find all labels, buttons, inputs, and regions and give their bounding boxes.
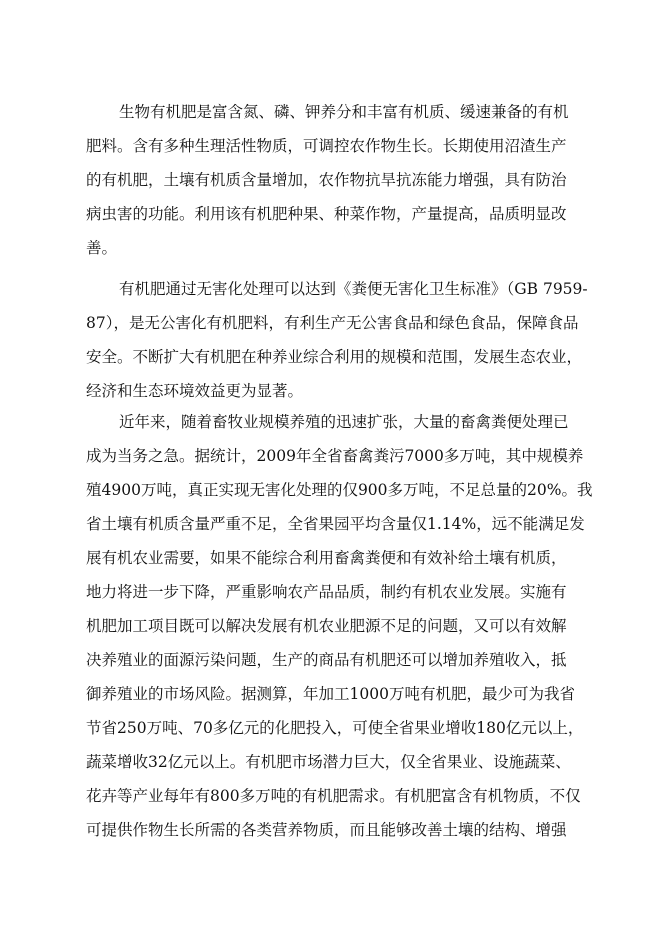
paragraph-line: 善。 <box>86 239 118 257</box>
paragraph-line: 地力将进一步下降，严重影响农产品品质，制约有机农业发展。实施有 <box>86 583 567 601</box>
paragraph-line: 展有机农业需要，如果不能综合利用畜禽粪便和有效补给土壤有机质， <box>86 549 567 567</box>
paragraph-line: 蔬菜增收32亿元以上。有机肥市场潜力巨大，仅全省果业、设施蔬菜、 <box>86 753 571 771</box>
paragraph-line: 经济和生态环境效益更为显著。 <box>86 382 304 400</box>
paragraph-line: 病虫害的功能。利用该有机肥种果、种菜作物，产量提高，品质明显改 <box>86 205 567 223</box>
paragraph-line: 殖4900万吨，真正实现无害化处理的仅900多万吨，不足总量的20%。我 <box>86 481 593 499</box>
paragraph-line: 生物有机肥是富含氮、磷、钾养分和丰富有机质、缓速兼备的有机 <box>119 103 569 121</box>
paragraph-line: 机肥加工项目既可以解决发展有机农业肥源不足的问题，又可以有效解 <box>86 617 567 635</box>
paragraph-line: 御养殖业的市场风险。据测算，年加工1000万吨有机肥，最少可为我省 <box>86 685 575 703</box>
paragraph-line: 节省250万吨、70多亿元的化肥投入，可使全省果业增收180亿元以上， <box>86 719 584 737</box>
paragraph-line: 肥料。含有多种生理活性物质，可调控农作物生长。长期使用沼渣生产 <box>86 137 567 155</box>
paragraph-line: 成为当务之急。据统计，2009年全省畜禽粪污7000多万吨，其中规模养 <box>86 447 584 465</box>
paragraph-line: 决养殖业的面源污染问题，生产的商品有机肥还可以增加养殖收入，抵 <box>86 651 567 669</box>
paragraph-line: 花卉等产业每年有800多万吨的有机肥需求。有机肥富含有机物质，不仅 <box>86 787 581 805</box>
paragraph-line: 省土壤有机质含量严重不足，全省果园平均含量仅1.14%，远不能满足发 <box>86 515 585 533</box>
paragraph-line: 87），是无公害化有机肥料，有利生产无公害食品和绿色食品，保障食品 <box>86 314 579 332</box>
paragraph-line: 的有机肥，土壤有机质含量增加，农作物抗旱抗冻能力增强，具有防治 <box>86 171 567 189</box>
paragraph-line: 可提供作物生长所需的各类营养物质，而且能够改善土壤的结构、增强 <box>86 821 567 839</box>
paragraph-line: 安全。不断扩大有机肥在种养业综合利用的规模和范围，发展生态农业， <box>86 348 583 366</box>
paragraph-line: 近年来，随着畜牧业规模养殖的迅速扩张，大量的畜禽粪便处理已 <box>119 413 569 431</box>
paragraph-line: 有机肥通过无害化处理可以达到《粪便无害化卫生标准》（GB 7959- <box>119 280 588 298</box>
